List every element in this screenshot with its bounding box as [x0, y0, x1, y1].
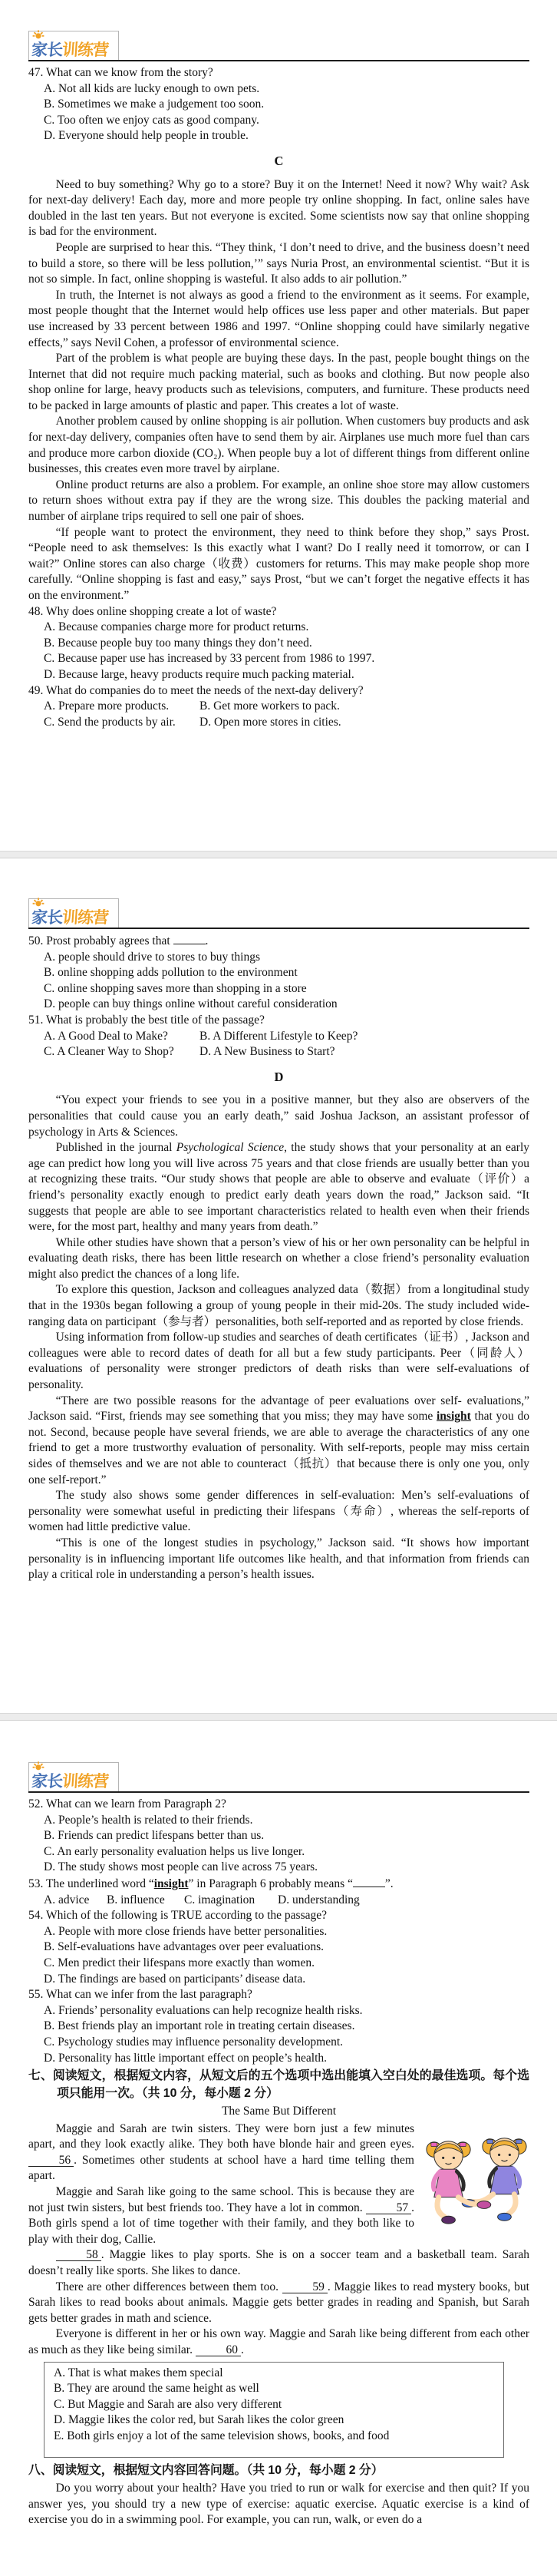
question-55-stem: 55. What can we infer from the last paragraph? [28, 1988, 252, 2002]
question-48-option-d: D. Because large, heavy products require much packing material. [44, 667, 354, 681]
passage-paragraph: To explore this question, Jackson and colleagues analyzed data（数据）from a longitudinal study that in the 1930s began following a group of young people in their mid-20s. The study included wide-ranging data on participant（参与者）personalities, both self-reported and as reported by close friends. [28, 1283, 529, 1328]
cloze-paragraph: 58 . Maggie likes to play sports. She is on a soccer team and a basketball team. Sarah doesn’t really like sports. She likes to dance. [28, 2248, 529, 2278]
passage-paragraph: In truth, the Internet is not always as good a friend to the environment as it seems. For example, most people thought that the Internet would help offices use less paper and other materials. But paper use increased by 33 percent between 1986 and 1997. “Online shopping could have similarly negative effects,” says Nevil Cohen, a professor of environmental science. [28, 288, 529, 349]
question-54-option-a: A. People with more close friends have better personalities. [44, 1924, 328, 1938]
logo-text: 家长训练营 [31, 1773, 109, 1791]
question-53 [28, 1876, 529, 1908]
passage-paragraph: “You expect your friends to see you in a positive manner, but they also are observers of the personalities that could cause you an early death,” said Joshua Jackson, an assistant professor of psychology in Arts & Sciences. [28, 1093, 529, 1139]
twins-illustration [424, 2123, 529, 2235]
question-48-option-a: A. Because companies charge more for product returns. [44, 620, 309, 634]
question-50-option-b: B. online shopping adds pollution to the environment [44, 966, 298, 980]
question-53-options [28, 1893, 529, 1909]
page-header [28, 31, 529, 61]
question-55-option-a: A. Friends’ personality evaluations can help recognize health risks. [44, 2003, 363, 2017]
brand-logo [28, 1762, 119, 1791]
page-header [28, 1762, 529, 1793]
question-54-option-c: C. Men predict their lifespans more exactly than women. [44, 1956, 315, 1969]
question-47-stem: 47. What can we know from the story? [28, 66, 213, 79]
blank-60: 60 [196, 2344, 241, 2356]
page-3 [0, 1721, 557, 2576]
question-52-option-d: D. The study shows most people can live across 75 years. [44, 1860, 318, 1874]
question-55 [28, 1987, 529, 2066]
passage-paragraph: Online product returns are also a problem. For example, an online shoe store may allow customers to return shoes without extra pay if they are the wrong size. This doubles the packing material and number of airplane trips required to sell one pair of shoes. [28, 478, 529, 524]
passage-d-label: D [274, 1069, 284, 1084]
question-52-option-a: A. People’s health is related to their friends. [44, 1813, 253, 1827]
passage-paragraph: Published in the journal Psychological Science, the study shows that your personality at an early age can predict how long you will live across 75 years and that close friends are usually better than you at recognizing these traits. “Our study shows that people are able to observe and evaluate（评价）a friend’s personality exactly enough to predict early death years down the road,” Jackson said. “It suggests that people are able to see important characteristics related to health even when their friends were, for the most part, healthy and many years from death.” [28, 1141, 530, 1234]
cloze-options-box [44, 2362, 504, 2458]
question-53-option-d: D. understanding [278, 1893, 360, 1906]
question-52-stem: 52. What can we learn from Paragraph 2? [28, 1797, 226, 1810]
answer-blank [173, 933, 206, 944]
question-51-option-d: D. A New Business to Start? [199, 1045, 335, 1059]
answer-blank [353, 1876, 385, 1887]
page-header [28, 898, 529, 929]
question-48-stem: 48. Why does online shopping create a lot of waste? [28, 604, 277, 618]
page-separator [0, 1713, 557, 1721]
question-48-option-b: B. Because people buy too many things they don’t need. [44, 636, 312, 650]
blank-58: 58 [56, 2249, 101, 2261]
passage-paragraph: Need to buy something? Why go to a store? Buy it on the Internet! Need it now? Why wait? Ask for next-day delivery! Each day, more and more people try online shopping. In fact, online sales have doubled in the last ten years. But not everyone is excited. Some scientists now say that online shopping is bad for the environment. [28, 177, 529, 239]
question-47-option-a: A. Not all kids are lucky enough to own pets. [44, 81, 260, 95]
question-55-option-c: C. Psychology studies may influence personality development. [44, 2035, 344, 2049]
cloze-passage [28, 2121, 529, 2359]
passage-paragraph: Part of the problem is what people are buying these days. In the past, people bought things on the Internet that did not require much packing material, such as books and clothing. But now people also shop online for large, heavy products such as televisions, computers, and furniture. These products need to be packed in large amounts of plastic and paper. This creates a lot of waste. [28, 352, 529, 412]
brand-logo [28, 31, 119, 60]
page-separator [0, 851, 557, 858]
question-50-option-a: A. people should drive to stores to buy things [44, 950, 260, 964]
question-53-option-b: B. influence [107, 1893, 165, 1906]
sun-icon [32, 898, 44, 908]
passage-paragraph: “This is one of the longest studies in psychology,” Jackson said. “It shows how important personality is in influencing important life outcomes like health, and that information from friends can play a critical role in understanding a person’s health issues. [28, 1536, 529, 1582]
question-49-options [28, 699, 529, 730]
cloze-paragraph: Maggie and Sarah like going to the same school. This is because they are not just twin sisters, but best friends too. They have a lot in common. 57 . Both girls spend a lot of time together with their family, and they both like to play with their dog, Callie. [28, 2185, 414, 2246]
brand-logo [28, 898, 119, 928]
question-52 [28, 1797, 529, 1876]
question-50-option-d: D. people can buy things online without careful consideration [44, 997, 338, 1011]
cloze-option-e: E. Both girls enjoy a lot of the same television shows, books, and food [54, 2429, 390, 2442]
question-51-option-a: A. A Good Deal to Make? [44, 1029, 168, 1043]
cloze-passage-title: The Same But Different [221, 2105, 337, 2118]
question-53-option-c: C. imagination [184, 1893, 255, 1906]
question-51 [28, 1013, 529, 1060]
question-47-option-b: B. Sometimes we make a judgement too soon. [44, 98, 265, 111]
question-51-option-b: B. A Different Lifestyle to Keep? [199, 1029, 358, 1043]
section-eight-header: 八、阅读短文，根据短文内容回答问题。（共 10 分，每小题 2 分） [28, 2463, 384, 2477]
cloze-option-c: C. But Maggie and Sarah are also very different [54, 2397, 282, 2411]
journal-name: Psychological Science [176, 1141, 285, 1155]
question-47 [28, 65, 529, 144]
question-49-option-c: C. Send the products by air. [44, 715, 176, 729]
question-52-option-b: B. Friends can predict lifespans better than us. [44, 1829, 265, 1843]
sun-icon [32, 1761, 44, 1772]
question-54 [28, 1908, 529, 1987]
blank-56: 56 [28, 2154, 74, 2167]
logo-text: 家长训练营 [31, 41, 109, 59]
question-55-option-d: D. Personality has little important effect on people’s health. [44, 2051, 328, 2065]
question-49-stem: 49. What do companies do to meet the needs of the next-day delivery? [28, 683, 364, 697]
question-47-option-c: C. Too often we enjoy cats as good company. [44, 113, 259, 127]
question-54-option-d: D. The findings are based on participants’ disease data. [44, 1972, 306, 1986]
page-2 [0, 858, 557, 1713]
page-1 [0, 0, 557, 851]
logo-text: 家长训练营 [31, 909, 109, 927]
cloze-option-a: A. That is what makes them special [54, 2366, 223, 2379]
question-51-option-c: C. A Cleaner Way to Shop? [44, 1045, 174, 1059]
question-50-option-c: C. online shopping saves more than shopping in a store [44, 981, 307, 995]
cloze-paragraph: There are other differences between them too. 59 . Maggie likes to read mystery books, but Sarah likes to read books about animals. Maggie gets better grades in reading and Spanish, but Sarah gets better grades in math and science. [28, 2280, 529, 2325]
passage-paragraph: “There are two possible reasons for the advantage of peer evaluations over self- evaluations,” Jackson said. “First, friends may see something that you miss; they may have some insight that you do not. Second, because people have several friends, we are able to average the characteristics of any one friend to get a more trustworthy evaluation of personality. With self-reports, people may miss certain sides of themselves and we are not able to counteract（抵抗）that because there is only one you, only one self-report.” [28, 1394, 529, 1486]
question-49-option-a: A. Prepare more products. [44, 699, 170, 713]
blank-57: 57 [366, 2202, 411, 2214]
cloze-paragraph: Maggie and Sarah are twin sisters. They were born just a few minutes apart, and they look exactly alike. They both have blonde hair and green eyes. 56 . Sometimes other students at school have a hard time telling them apart. [28, 2121, 414, 2183]
question-49 [28, 683, 529, 731]
sun-icon [32, 30, 44, 41]
question-48-option-c: C. Because paper use has increased by 33 percent from 1986 to 1997. [44, 652, 375, 666]
cloze-paragraph: Everyone is different in her or his own way. Maggie and Sarah like being different from each other as much as they like being similar. 60 . [28, 2327, 529, 2356]
underlined-word-insight: insight [437, 1410, 471, 1424]
underlined-word-insight: insight [153, 1877, 189, 1890]
question-53-option-a: A. advice [44, 1893, 90, 1906]
question-54-stem: 54. Which of the following is TRUE according to the passage? [28, 1909, 327, 1923]
question-50-stem: 50. Prost probably agrees that . [28, 934, 209, 947]
blank-59: 59 [282, 2281, 328, 2293]
question-49-option-d: D. Open more stores in cities. [199, 715, 341, 729]
section-seven-header: 七、阅读短文，根据短文内容，从短文后的五个选项中选出能填入空白处的最佳选项。每个选项只能用一次。（共 10 分，每小题 2 分） [28, 2069, 529, 2100]
question-47-option-d: D. Everyone should help people in trouble. [44, 129, 249, 143]
question-48 [28, 604, 529, 683]
passage-paragraph: People are surprised to hear this. “They think, ‘I don’t need to drive, and the business doesn’t need to build a store, so there will be less pollution,’” says Nuria Prost, an environmental scientist. “But it is not so simple. In fact, online shopping is wasteful. It also adds to air pollution.” [28, 240, 529, 286]
passage-paragraph: The study also shows some gender differences in self-evaluation: Men’s self-evaluations of personality were somewhat useful in predicting their lifespans（寿命）, whereas the self-reports of women had little predictive value. [28, 1489, 529, 1534]
question-51-options [28, 1029, 529, 1060]
question-52-option-c: C. An early personality evaluation helps us live longer. [44, 1844, 305, 1858]
passage-paragraph: “If people want to protect the environment, they need to think before they shop,” says Prost. “People need to ask themselves: Is this exactly what I want? Do I really need it tomorrow, or can I wait?” Online stores can also charge（收费）customers for returns. This may make people shop more carefully. “Online shopping is fast and easy,” says Prost, “but we can’t forget the negative effects it has on the environment.” [28, 525, 529, 602]
cloze-option-b: B. They are around the same height as well [54, 2382, 259, 2396]
passage-c-label: C [274, 153, 284, 168]
passage-paragraph: While other studies have shown that a person’s view of his or her own personality can be helpful in evaluating death risks, there has been little research on whether a close friend’s personality evaluation might also predict the chances of a long life. [28, 1235, 529, 1281]
question-53-stem: 53. The underlined word “insight” in Paragraph 6 probably means “ ”. [28, 1877, 394, 1890]
cloze-option-d: D. Maggie likes the color red, but Sarah likes the color green [54, 2413, 344, 2427]
question-54-option-b: B. Self-evaluations have advantages over peer evaluations. [44, 1940, 324, 1954]
passage-paragraph: Another problem caused by online shopping is air pollution. When customers buy products and ask for next-day delivery, companies often have to send them by air. Airplanes use much more fuel than cars and produce more carbon dioxide (CO₂). When people buy a lot of different things from different online businesses, this creates even more travel by airplane. [28, 415, 529, 476]
question-51-stem: 51. What is probably the best title of the passage? [28, 1013, 265, 1027]
question-55-option-b: B. Best friends play an important role in treating certain diseases. [44, 2019, 355, 2033]
question-50 [28, 933, 529, 1013]
question-49-option-b: B. Get more workers to pack. [199, 699, 340, 713]
passage-paragraph: Do you worry about your health? Have you tried to run or walk for exercise and then quit? If you answer yes, you should try a new type of exercise: aquatic exercise. Aquatic exercise is a kind of exercise you do in a swimming pool. For example, you can run, walk, or even do a [28, 2482, 529, 2527]
passage-paragraph: Using information from follow-up studies and searches of death certificates（证书）, Jackson and colleagues were able to record dates of death for all but a few study participants. Peer（同龄人）evaluations of personality were stronger predictors of death risks than were self-evaluations of personality. [28, 1331, 529, 1392]
